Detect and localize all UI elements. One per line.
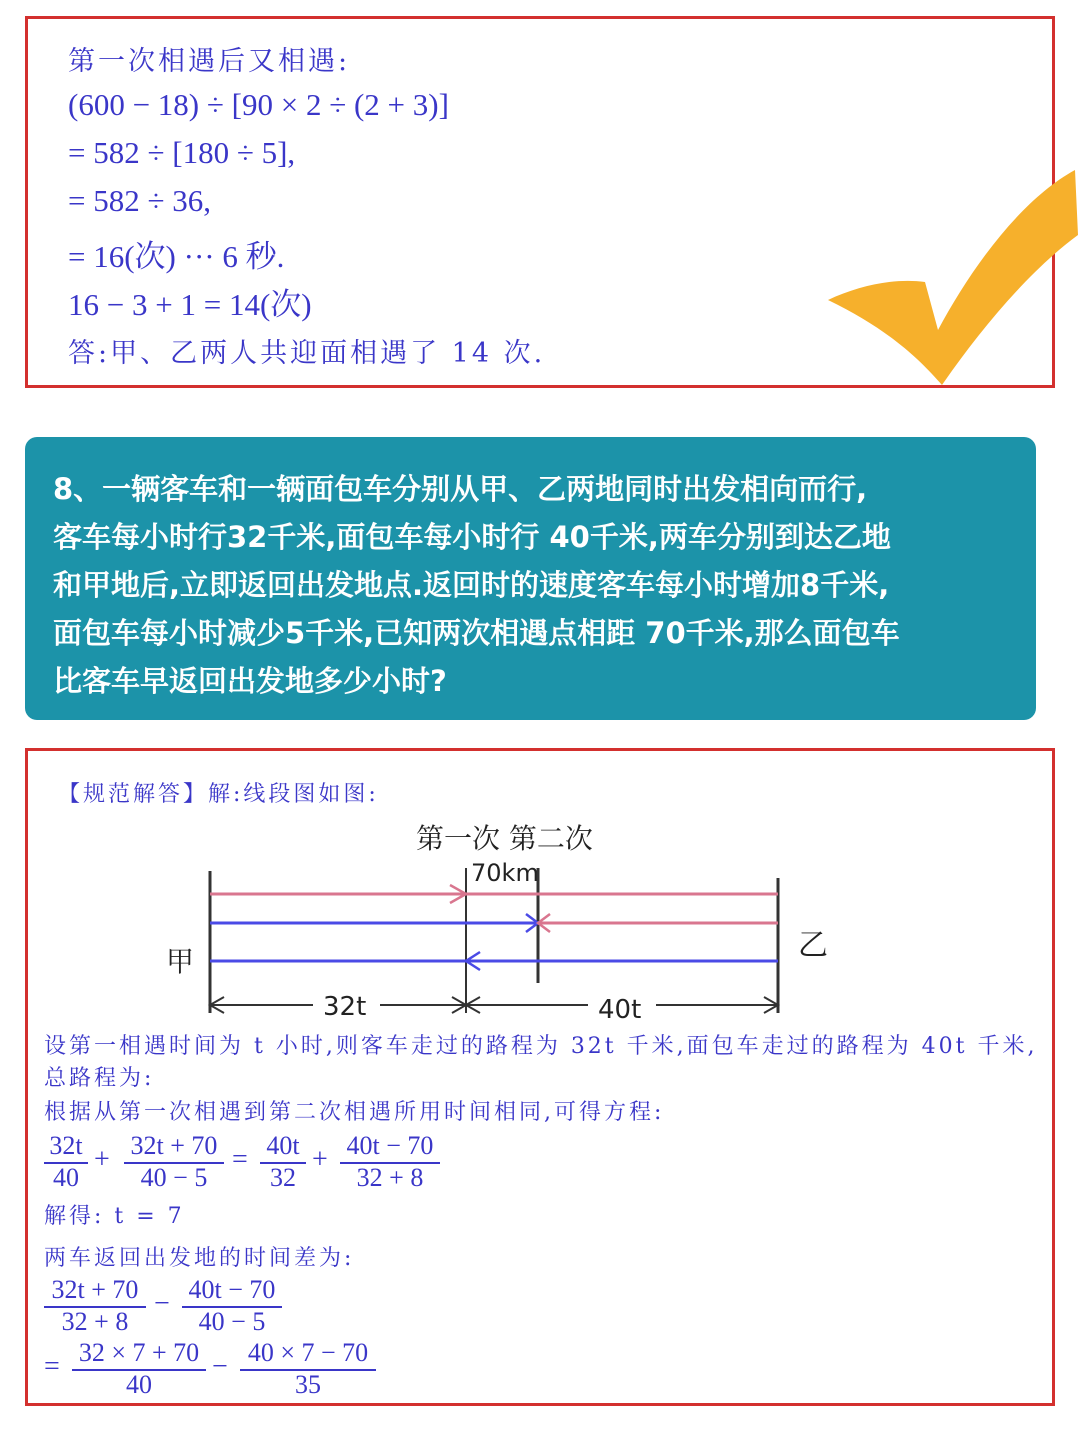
- solution-heading: 第一次相遇后又相遇:: [68, 46, 351, 77]
- solution-box-bottom: [25, 748, 1055, 1406]
- fraction: [340, 1131, 440, 1191]
- numerator: 32t + 70: [130, 1131, 218, 1160]
- numerator: 32t: [49, 1131, 83, 1160]
- denominator: 32 + 8: [61, 1307, 129, 1336]
- fraction: [260, 1131, 306, 1191]
- equation-line: = 16(次) ··· 6 秒.: [68, 239, 285, 274]
- operator: −: [212, 1351, 228, 1382]
- equation-line: = 582 ÷ 36,: [68, 183, 211, 218]
- denominator: 40 − 5: [140, 1163, 208, 1192]
- explanation-line: 总路程为:: [44, 1066, 155, 1091]
- question-card: [25, 437, 1036, 720]
- denominator: 32 + 8: [356, 1163, 424, 1192]
- numerator: 40t: [266, 1131, 300, 1160]
- denominator: 40: [53, 1163, 79, 1192]
- equation-line: (600 − 18) ÷ [90 × 2 ÷ (2 + 3)]: [68, 87, 449, 122]
- meeting-labels: 第一次 第二次: [416, 822, 593, 855]
- solution-result: 解得: t = 7: [44, 1204, 185, 1229]
- equation-line: 16 − 3 + 1 = 14(次): [68, 287, 312, 322]
- explanation-line: 设第一相遇时间为 t 小时,则客车走过的路程为 32t 千米,面包车走过的路程为 40t 千米,: [44, 1034, 1038, 1059]
- fraction: [124, 1131, 224, 1191]
- numerator: 32t + 70: [51, 1275, 139, 1304]
- operator: +: [94, 1144, 110, 1175]
- answer-line: 答:甲、乙两人共迎面相遇了 14 次.: [68, 338, 546, 369]
- denominator: 40: [126, 1370, 152, 1399]
- segment-diagram: [158, 813, 878, 1023]
- explanation-line: 两车返回出发地的时间差为:: [44, 1246, 355, 1271]
- place-label-yi: 乙: [798, 928, 828, 963]
- fraction: [72, 1338, 206, 1398]
- operator: −: [154, 1288, 170, 1319]
- place-label-jia: 甲: [166, 945, 195, 978]
- numerator: 32 × 7 + 70: [78, 1338, 200, 1367]
- segment-label-40t: 40t: [598, 995, 642, 1023]
- distance-label: 70km: [471, 859, 539, 887]
- denominator: 32: [270, 1163, 296, 1192]
- numerator: 40t − 70: [346, 1131, 434, 1160]
- operator: +: [312, 1144, 328, 1175]
- denominator: 40 − 5: [198, 1307, 266, 1336]
- operator: =: [44, 1351, 60, 1382]
- fraction: [44, 1275, 146, 1335]
- numerator: 40t − 70: [188, 1275, 276, 1304]
- explanation-line: 根据从第一次相遇到第二次相遇所用时间相同,可得方程:: [44, 1100, 665, 1125]
- numerator: 40 × 7 − 70: [247, 1338, 369, 1367]
- solution-heading: 【规范解答】解:线段图如图:: [58, 782, 379, 807]
- question-line: 和甲地后,立即返回出发地点.返回时的速度客车每小时增加8千米,: [53, 568, 890, 602]
- question-line: 客车每小时行32千米,面包车每小时行 40千米,两车分别到达乙地: [53, 520, 891, 554]
- fraction: [240, 1338, 376, 1398]
- question-line: 8、一辆客车和一辆面包车分别从甲、乙两地同时出发相向而行,: [53, 472, 868, 506]
- fraction: [182, 1275, 282, 1335]
- question-line: 面包车每小时减少5千米,已知两次相遇点相距 70千米,那么面包车: [53, 616, 900, 650]
- segment-label-32t: 32t: [323, 992, 367, 1022]
- equation-line: = 582 ÷ [180 ÷ 5],: [68, 135, 296, 170]
- question-line: 比客车早返回出发地多少小时?: [53, 664, 447, 698]
- checkmark-icon: [820, 160, 1080, 390]
- fraction: [44, 1131, 88, 1191]
- denominator: 35: [295, 1370, 321, 1399]
- operator: =: [232, 1144, 248, 1175]
